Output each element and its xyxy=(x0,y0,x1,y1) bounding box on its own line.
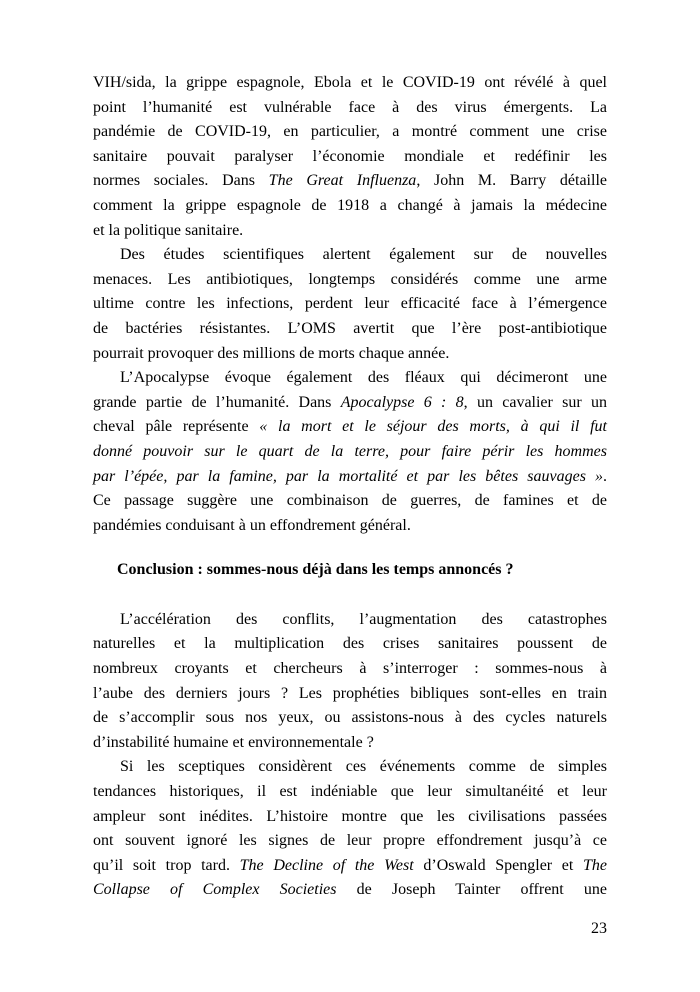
text-run: Ce passage suggère une combinaison de guerres, de famines et de xyxy=(93,492,607,510)
text-run: Des études scientifiques alertent également sur de nouvelles xyxy=(120,246,607,264)
text-line xyxy=(93,682,607,707)
text-line xyxy=(93,366,607,391)
text-line xyxy=(93,194,607,219)
text-line xyxy=(93,391,607,416)
italic-text-run: donné pouvoir sur le quart de la terre, pour faire périr les hommes xyxy=(93,442,607,460)
text-run: de bactéries résistantes. L’OMS avertit que l’ère post-antibiotique xyxy=(93,319,607,337)
text-run: l’aube des derniers jours ? Les prophéties bibliques sont-elles en train xyxy=(93,684,607,702)
text-run: comment la grippe espagnole de 1918 a changé à jamais la médecine xyxy=(93,196,607,214)
text-line xyxy=(93,706,607,731)
text-line xyxy=(93,71,607,96)
text-run: menaces. Les antibiotiques, longtemps considérés comme une arme xyxy=(93,270,607,288)
text-line xyxy=(93,755,607,780)
page-number: 23 xyxy=(591,920,607,937)
text-line xyxy=(93,780,607,805)
text-line xyxy=(93,829,607,854)
text-line xyxy=(93,342,607,367)
paragraph xyxy=(93,755,607,903)
text-line xyxy=(93,731,607,756)
text-run: ultime contre les infections, perdent leur efficacité face à l’émergence xyxy=(93,295,607,313)
text-run: L’Apocalypse évoque également des fléaux qui décimeront une xyxy=(120,369,607,387)
text-run: VIH/sida, la grippe espagnole, Ebola et le COVID-19 ont révélé à quel xyxy=(93,74,607,91)
text-line xyxy=(93,317,607,342)
text-run: L’accélération des conflits, l’augmentation des catastrophes xyxy=(120,610,607,628)
text-run: ampleur sont inédites. L’histoire montre que les civilisations passées xyxy=(93,807,607,825)
section-heading: Conclusion : sommes-nous déjà dans les temps annoncés ? xyxy=(117,561,514,579)
text-run: Si les sceptiques considèrent ces événements comme de simples xyxy=(120,758,607,776)
text-run: pandémie de COVID-19, en particulier, a montré comment une crise xyxy=(93,123,607,141)
text-line xyxy=(93,243,607,268)
text-line xyxy=(93,120,607,145)
text-block xyxy=(93,71,607,903)
text-run: de s’accomplir sous nos yeux, ou assistons-nous à des cycles naturels xyxy=(93,709,607,727)
text-run: . xyxy=(603,467,607,485)
text-run: point l’humanité est vulnérable face à des virus émergents. La xyxy=(93,98,607,116)
text-run: nombreux croyants et chercheurs à s’interroger : sommes-nous à xyxy=(93,660,607,678)
paragraph xyxy=(93,366,607,538)
text-line xyxy=(93,805,607,830)
text-run: d’instabilité humaine et environnementale ? xyxy=(93,733,374,751)
text-line xyxy=(93,268,607,293)
italic-text-run: par l’épée, par la famine, par la mortalité et par les bêtes sauvages » xyxy=(93,467,603,485)
italic-text-run: Apocalypse 6 : 8 xyxy=(340,393,464,411)
text-line xyxy=(93,489,607,514)
text-run: grande partie de l’humanité. Dans xyxy=(93,393,341,411)
text-line xyxy=(93,415,607,440)
text-line xyxy=(93,854,607,879)
text-line xyxy=(93,145,607,170)
text-line xyxy=(93,608,607,633)
italic-text-run: The Great Influenza xyxy=(268,172,417,190)
text-run: qu’il soit trop tard. xyxy=(93,856,240,874)
paragraph xyxy=(93,243,607,366)
italic-text-run: Collapse of Complex Societies xyxy=(93,881,337,899)
paragraph xyxy=(93,71,607,243)
italic-text-run: The Decline of the West xyxy=(239,856,414,874)
text-run: naturelles et la multiplication des crises sanitaires poussent de xyxy=(93,635,607,653)
text-run: pandémies conduisant à un effondrement général. xyxy=(93,516,411,534)
text-run: ont souvent ignoré les signes de leur propre effondrement jusqu’à ce xyxy=(93,832,607,850)
text-run: normes sociales. Dans xyxy=(93,172,269,190)
italic-text-run: « la mort et le séjour des morts, à qui il fut xyxy=(259,418,607,436)
text-run: sanitaire pouvait paralyser l’économie mondiale et redéfinir les xyxy=(93,147,607,165)
text-run: de Joseph Tainter offrent une xyxy=(336,881,607,899)
text-line xyxy=(93,292,607,317)
text-run: pourrait provoquer des millions de morts chaque année. xyxy=(93,344,450,362)
text-line xyxy=(93,96,607,121)
text-line xyxy=(93,219,607,244)
text-line xyxy=(93,440,607,465)
text-run: cheval pâle représente xyxy=(93,418,260,436)
text-line xyxy=(93,514,607,539)
paragraph xyxy=(93,608,607,756)
text-line xyxy=(93,465,607,490)
text-line xyxy=(93,169,607,194)
text-line xyxy=(93,632,607,657)
text-run: tendances historiques, il est indéniable que leur simultanéité et leur xyxy=(93,783,607,801)
text-run: d’Oswald Spengler et xyxy=(413,856,584,874)
text-run: , John M. Barry détaille xyxy=(416,172,607,190)
text-line xyxy=(93,657,607,682)
italic-text-run: The xyxy=(583,856,608,874)
text-line xyxy=(93,878,607,903)
text-run: et la politique sanitaire. xyxy=(93,221,244,239)
text-run: , un cavalier sur un xyxy=(463,393,607,411)
